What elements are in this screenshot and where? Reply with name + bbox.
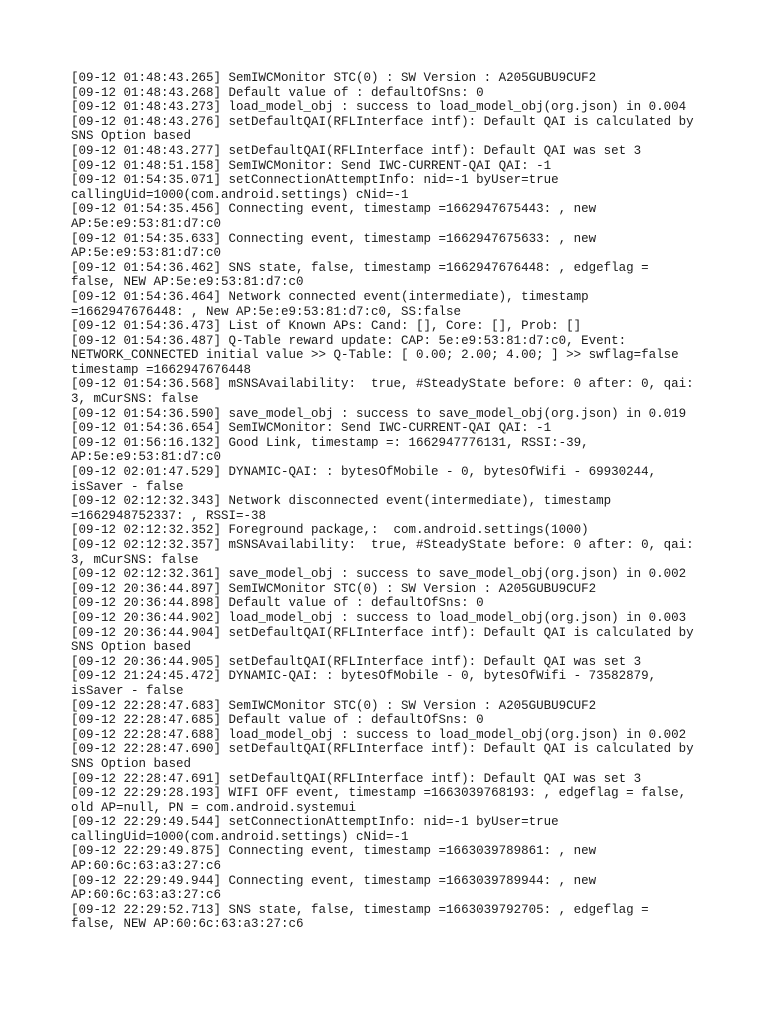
log-line: [09-12 02:12:32.361] save_model_obj : success to save_model_obj(org.json) in 0.002	[71, 567, 687, 582]
log-line: [09-12 01:54:36.473] List of Known APs: Cand: [], Core: [], Prob: []	[71, 319, 582, 334]
log-line: [09-12 01:54:35.633] Connecting event, timestamp =1662947675633: , new	[71, 231, 597, 246]
log-line: [09-12 02:12:32.357] mSNSAvailability: true, #SteadyState before: 0 after: 0, qai:	[71, 538, 694, 552]
log-line: AP:60:6c:63:a3:27:c6	[71, 888, 222, 903]
log-line: =1662948752337: , RSSI=-38	[71, 508, 267, 523]
log-line: [09-12 22:29:28.193] WIFI OFF event, timestamp =1663039768193: , edgeflag = false,	[71, 786, 687, 801]
log-line: [09-12 01:48:43.273] load_model_obj : success to load_model_obj(org.json) in 0.004	[71, 100, 687, 115]
log-line: [09-12 01:54:35.456] Connecting event, timestamp =1662947675443: , new	[71, 202, 597, 217]
log-line: [09-12 02:12:32.352] Foreground package,: com.android.settings(1000)	[71, 523, 589, 538]
log-line: [09-12 01:48:51.158] SemIWCMonitor: Send IWC-CURRENT-QAI QAI: -1	[71, 158, 552, 173]
log-line: [09-12 21:24:45.472] DYNAMIC-QAI: : bytesOfMobile - 0, bytesOfWifi - 73582879,	[71, 669, 657, 684]
log-line: old AP=null, PN = com.android.systemui	[71, 800, 357, 815]
log-line: [09-12 01:48:43.276] setDefaultQAI(RFLInterface intf): Default QAI is calculated by	[71, 114, 694, 129]
log-line: [09-12 01:54:36.568] mSNSAvailability: true, #SteadyState before: 0 after: 0, qai:	[71, 377, 694, 392]
log-line: [09-12 22:29:52.713] SNS state, false, timestamp =1663039792705: , edgeflag =	[71, 902, 649, 917]
log-line: SNS Option based	[71, 129, 192, 144]
log-line: [09-12 01:56:16.132] Good Link, timestamp =: 1662947776131, RSSI:-39,	[71, 435, 589, 450]
log-line: [09-12 20:36:44.904] setDefaultQAI(RFLInterface intf): Default QAI is calculated by	[71, 625, 694, 640]
log-line: [09-12 22:28:47.691] setDefaultQAI(RFLInterface intf): Default QAI was set 3	[71, 771, 642, 786]
log-line: false, NEW AP:60:6c:63:a3:27:c6	[71, 917, 304, 932]
log-line: [09-12 02:12:32.343] Network disconnected event(intermediate), timestamp	[71, 494, 612, 509]
log-line: [09-12 01:54:36.464] Network connected event(intermediate), timestamp	[71, 289, 589, 304]
log-line: NETWORK_CONNECTED initial value >> Q-Table: [ 0.00; 2.00; 4.00; ] >> swflag=false	[71, 348, 679, 363]
log-line: [09-12 20:36:44.902] load_model_obj : success to load_model_obj(org.json) in 0.003	[71, 610, 687, 625]
log-line: 3, mCurSNS: false	[71, 392, 199, 407]
log-line: isSaver - false	[71, 479, 184, 494]
log-line: callingUid=1000(com.android.settings) cNid=-1	[71, 187, 409, 202]
log-line: AP:5e:e9:53:81:d7:c0	[71, 216, 222, 231]
log-line: [09-12 01:48:43.277] setDefaultQAI(RFLInterface intf): Default QAI was set 3	[71, 143, 642, 158]
log-line: [09-12 22:28:47.685] Default value of : defaultOfSns: 0	[71, 713, 484, 728]
log-line: SNS Option based	[71, 756, 192, 771]
log-line: [09-12 22:29:49.944] Connecting event, timestamp =1663039789944: , new	[71, 873, 597, 888]
log-line: [09-12 22:28:47.688] load_model_obj : success to load_model_obj(org.json) in 0.002	[71, 727, 687, 742]
log-line: false, NEW AP:5e:e9:53:81:d7:c0	[71, 275, 304, 290]
log-line: [09-12 01:48:43.268] Default value of : defaultOfSns: 0	[71, 85, 484, 100]
log-line: [09-12 01:48:43.265] SemIWCMonitor STC(0) : SW Version : A205GUBU9CUF2	[71, 71, 597, 85]
log-line: SNS Option based	[71, 640, 192, 655]
log-line: AP:5e:e9:53:81:d7:c0	[71, 450, 222, 465]
log-line: [09-12 22:29:49.544] setConnectionAttemptInfo: nid=-1 byUser=true	[71, 815, 559, 830]
log-line: AP:60:6c:63:a3:27:c6	[71, 859, 222, 874]
log-line: 3, mCurSNS: false	[71, 552, 199, 567]
log-line: callingUid=1000(com.android.settings) cNid=-1	[71, 829, 409, 844]
log-line: [09-12 20:36:44.905] setDefaultQAI(RFLInterface intf): Default QAI was set 3	[71, 654, 642, 669]
log-line: [09-12 22:29:49.875] Connecting event, timestamp =1663039789861: , new	[71, 844, 597, 859]
log-line: [09-12 20:36:44.898] Default value of : defaultOfSns: 0	[71, 596, 484, 611]
log-line: [09-12 01:54:36.590] save_model_obj : success to save_model_obj(org.json) in 0.019	[71, 406, 687, 421]
log-line: [09-12 22:28:47.690] setDefaultQAI(RFLInterface intf): Default QAI is calculated by	[71, 742, 694, 757]
log-line: [09-12 01:54:36.462] SNS state, false, timestamp =1662947676448: , edgeflag =	[71, 260, 649, 275]
log-line: isSaver - false	[71, 683, 184, 698]
log-line: [09-12 01:54:35.071] setConnectionAttemptInfo: nid=-1 byUser=true	[71, 173, 559, 188]
log-text-block	[71, 71, 711, 932]
log-line: [09-12 01:54:36.487] Q-Table reward update: CAP: 5e:e9:53:81:d7:c0, Event:	[71, 333, 627, 348]
log-line: [09-12 20:36:44.897] SemIWCMonitor STC(0) : SW Version : A205GUBU9CUF2	[71, 581, 597, 596]
log-line: [09-12 02:01:47.529] DYNAMIC-QAI: : bytesOfMobile - 0, bytesOfWifi - 69930244,	[71, 465, 657, 480]
log-line: [09-12 22:28:47.683] SemIWCMonitor STC(0) : SW Version : A205GUBU9CUF2	[71, 698, 597, 713]
log-line: AP:5e:e9:53:81:d7:c0	[71, 246, 222, 261]
log-line: =1662947676448: , New AP:5e:e9:53:81:d7:c0, SS:false	[71, 304, 462, 319]
log-line: timestamp =1662947676448	[71, 362, 252, 377]
log-line: [09-12 01:54:36.654] SemIWCMonitor: Send IWC-CURRENT-QAI QAI: -1	[71, 421, 552, 436]
